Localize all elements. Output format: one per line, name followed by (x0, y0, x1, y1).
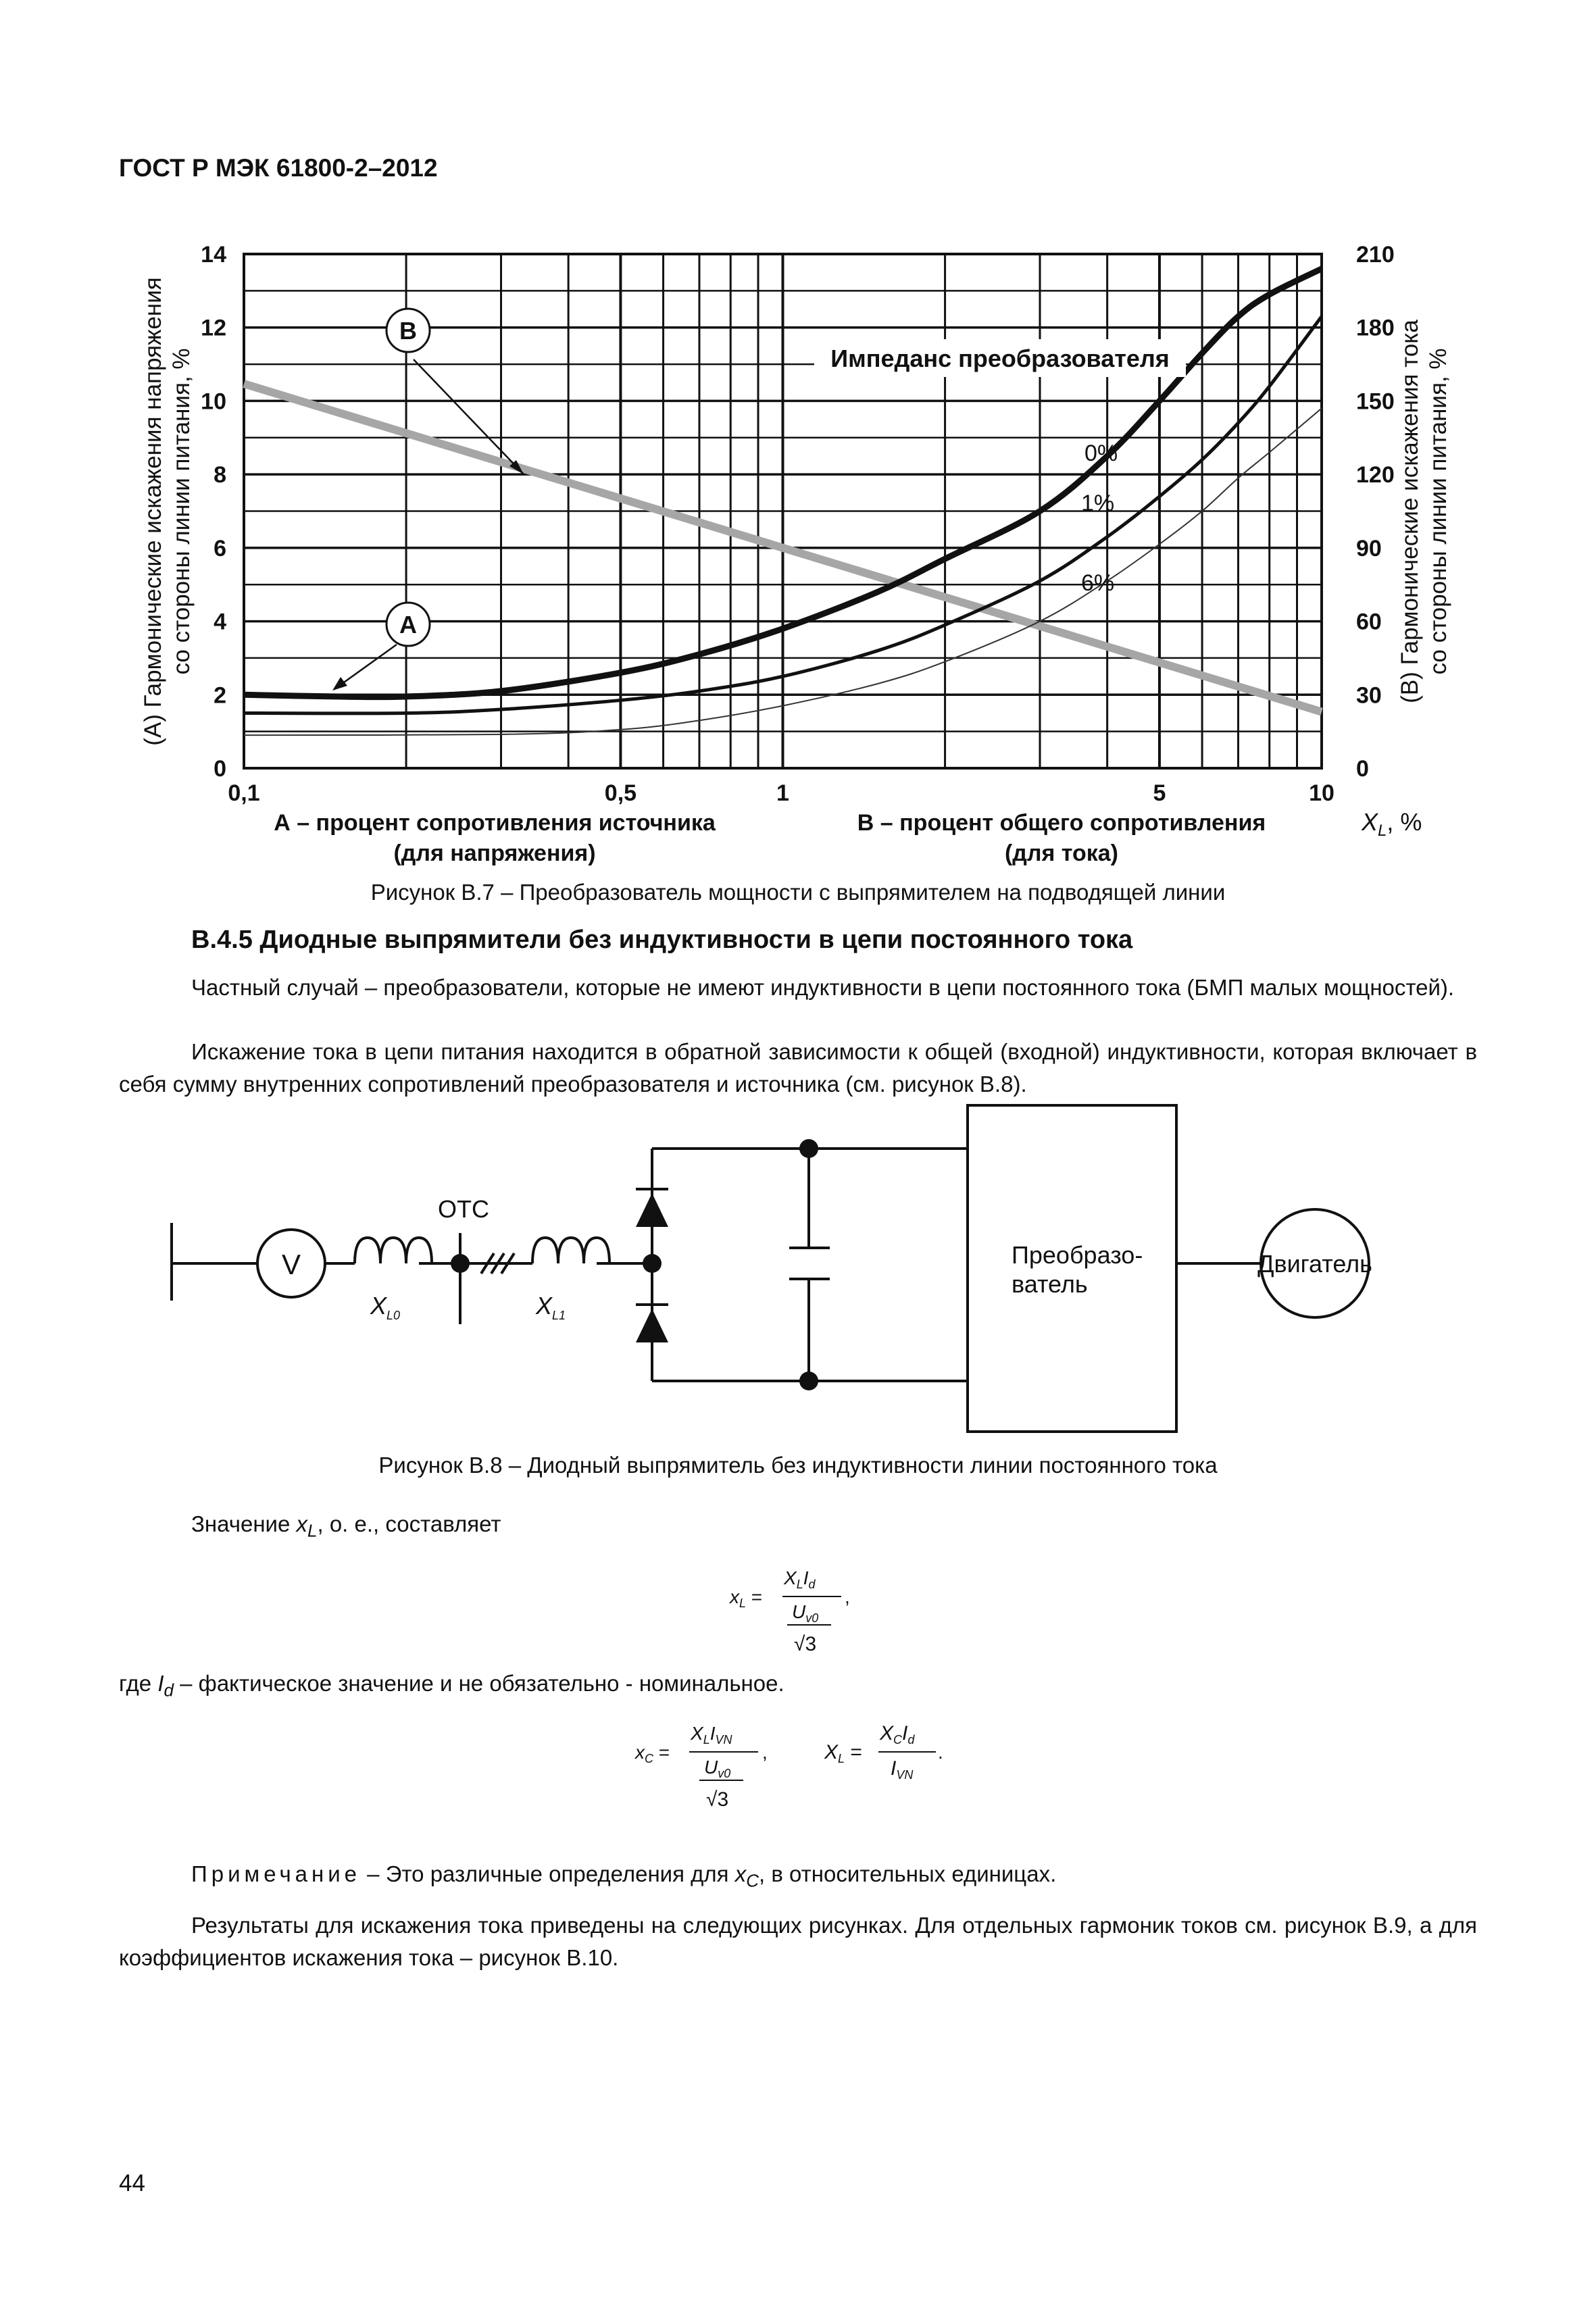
y-left-axis-label-line1: (А) Гармонические искажения напряжения (140, 277, 166, 746)
svg-text:xC =: $x_C$ = (635, 1742, 670, 1765)
marker-a-arrowhead (332, 677, 347, 690)
paragraph-3: Результаты для искажения тока приведены на следующих рисунках. Для отдельных гармоник токов см. рисунок В.9, а для коэффициентов искажения тока – рисунок В.10. (119, 1913, 1477, 1970)
y-left-tick-label: 6 (214, 535, 226, 561)
otc-node (451, 1254, 470, 1273)
motor-label: Двигатель (1257, 1250, 1372, 1278)
otc-label: ОТС (438, 1195, 489, 1223)
y-right-tick-label: 60 (1356, 609, 1382, 635)
svg-text:,: , (762, 1742, 768, 1763)
figure-b7-caption: Рисунок В.7 – Преобразователь мощности с выпрямителем на подводящей линии (370, 880, 1226, 905)
converter-label-line2: ватель (1012, 1270, 1088, 1298)
figure-b8-caption: Рисунок В.8 – Диодный выпрямитель без индуктивности линии постоянного тока (378, 1453, 1218, 1478)
formula-xc-xl (628, 1713, 980, 1828)
y-left-tick-label: 8 (214, 462, 226, 488)
y-right-tick-label: 30 (1356, 682, 1382, 709)
paragraph-1: Частный случай – преобразователи, которые не имеют индуктивности в цепи постоянного тока (БМП малых мощностей). (191, 975, 1455, 1000)
x-axis-label-a-line1: А – процент сопротивления источника (274, 810, 716, 836)
y-left-tick-label: 14 (201, 242, 226, 268)
xl1-label: $X_{L1}$ (536, 1292, 566, 1322)
marker-b-leader (414, 359, 524, 474)
y-left-tick-label: 12 (201, 315, 226, 341)
y-right-axis-label-line2: со стороны линии питания, % (1425, 348, 1451, 675)
svg-text:√3: √3 (706, 1788, 729, 1811)
x-tick-label: 1 (776, 780, 789, 806)
y-left-tick-label: 4 (214, 609, 226, 635)
page-number: 44 (119, 2170, 145, 2196)
svg-text:Uv0: $U_{v0}$ (704, 1757, 731, 1780)
x-tick-label: 0,5 (604, 780, 637, 806)
note-line: Примечание – Это различные определения для $x_C$, в относительных единицах. (191, 1861, 1057, 1891)
y-right-tick-label: 120 (1356, 462, 1395, 488)
svg-text:IVN: $I_{VN}$ (891, 1757, 914, 1782)
diode-top-triangle (636, 1193, 668, 1227)
converter-label-line1: Преобразо- (1012, 1241, 1143, 1269)
value-intro: Значение $x_L$, о. е., составляет (191, 1511, 501, 1541)
svg-text:XCId: $X_CI_d$ (880, 1722, 915, 1746)
x-tick-label: 5 (1153, 780, 1166, 806)
legend-title: Импеданс преобразователя (830, 345, 1170, 372)
where-line: где $I_d$ – фактическое значение и не обязательно - номинальное. (119, 1671, 784, 1701)
svg-text:√3: √3 (794, 1633, 817, 1655)
svg-text:Uv0: $U_{v0}$ (792, 1601, 819, 1625)
formula-xl (709, 1557, 912, 1672)
y-right-tick-label: 150 (1356, 388, 1395, 415)
series-label-0pct: 0% (1084, 441, 1118, 466)
y-left-axis-label-group (140, 277, 195, 745)
series-label-6pct: 6% (1081, 570, 1115, 596)
svg-text:,: , (845, 1586, 850, 1607)
y-left-tick-label: 2 (214, 682, 226, 709)
y-left-tick-label: 10 (201, 388, 226, 415)
inductor-xl1 (532, 1238, 609, 1263)
x-axis-label-a-line2: (для напряжения) (393, 840, 596, 866)
marker-a-text: А (399, 611, 417, 638)
inductor-xl0 (355, 1238, 432, 1263)
y-right-tick-label: 210 (1356, 242, 1395, 268)
xl0-label: $X_{L0}$ (370, 1292, 401, 1322)
marker-b-text: В (399, 317, 417, 345)
y-right-axis-label-line1: (В) Гармонические искажения тока (1397, 320, 1423, 703)
svg-text:XL =: $X_L$ = (824, 1741, 862, 1765)
y-right-tick-label: 90 (1356, 535, 1382, 561)
paragraph-2: Искажение тока в цепи питания находится в обратной зависимости к общей (входной) индуктивности, которая включает в себя сумму внутренних сопротивлений преобразователя и источника (см. рисунок В.8). (119, 1039, 1477, 1097)
figure-b7-chart (0, 223, 1596, 899)
svg-text:XLId: $X_LI_d$ (784, 1567, 816, 1591)
y-left-axis-label-line2: со стороны линии питания, % (168, 348, 195, 675)
x-axis-unit-label: $X_L$, % (1362, 808, 1422, 840)
y-right-axis-label-group (1397, 320, 1451, 703)
x-axis-label-b-line2: (для тока) (1004, 840, 1119, 866)
y-right-tick-label: 180 (1356, 315, 1395, 341)
document-code-header: ГОСТ Р МЭК 61800-2–2012 (119, 154, 438, 182)
figure-b8-circuit (0, 1095, 1596, 1459)
svg-text:xL =: $x_L$ = (730, 1586, 763, 1610)
x-tick-label: 10 (1309, 780, 1335, 806)
note-label: Примечание (191, 1861, 361, 1886)
x-axis-label-b-line1: В – процент общего сопротивления (857, 810, 1266, 836)
y-left-tick-label: 0 (214, 756, 226, 782)
x-tick-label: 0,1 (228, 780, 260, 806)
voltmeter-label: V (281, 1249, 301, 1280)
svg-text:XLIVN: $X_LI_{VN}$ (691, 1723, 732, 1746)
diode-bottom-triangle (636, 1309, 668, 1342)
section-heading: В.4.5 Диодные выпрямители без индуктивности в цепи постоянного тока (191, 926, 1133, 954)
svg-text:.: . (938, 1742, 943, 1763)
series-label-1pct: 1% (1081, 491, 1115, 516)
y-right-tick-label: 0 (1356, 756, 1369, 782)
